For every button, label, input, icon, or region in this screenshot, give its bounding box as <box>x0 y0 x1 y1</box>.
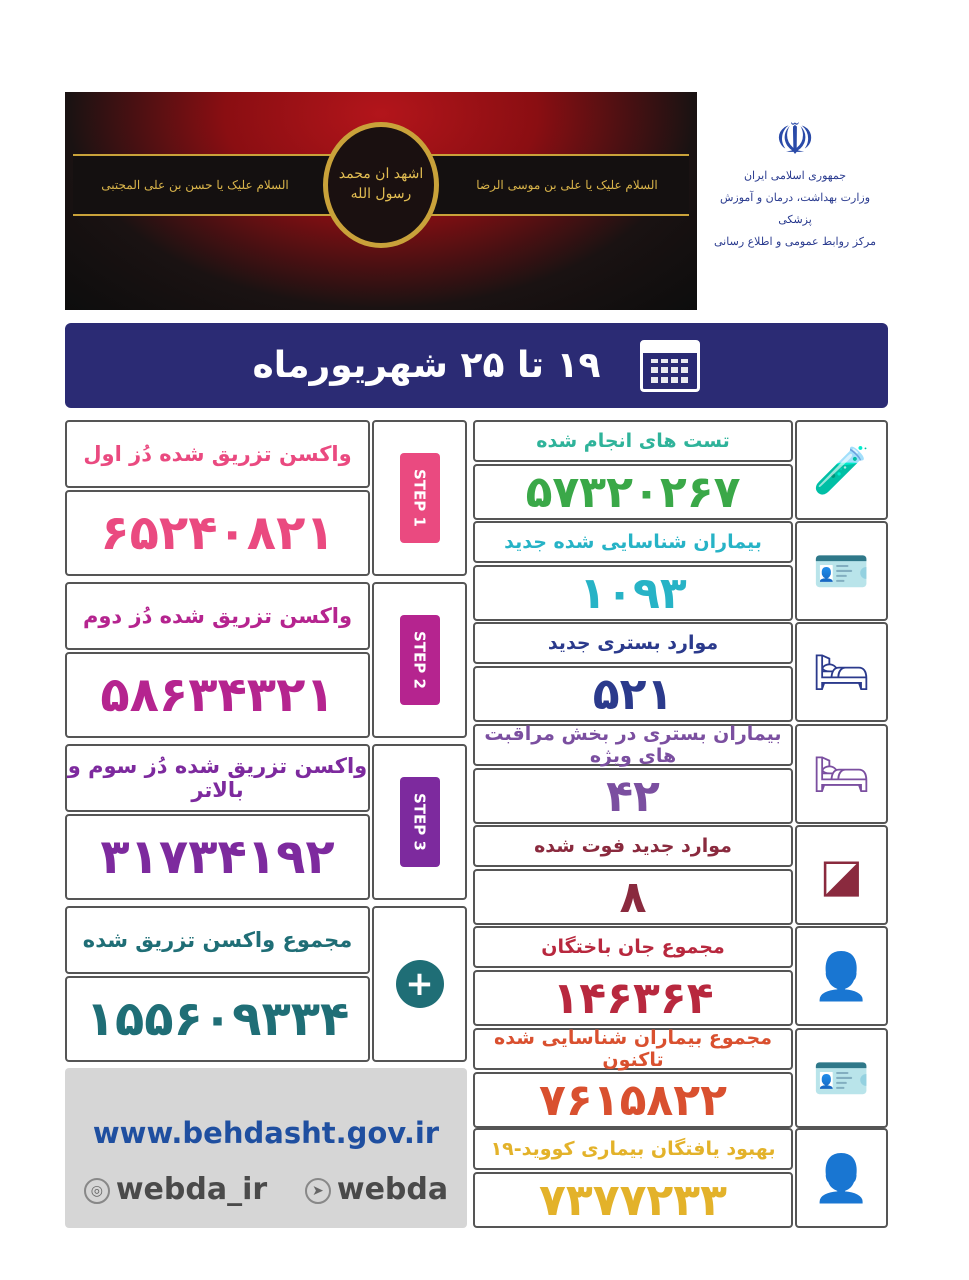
stat-label: موارد جدید فوت شده <box>473 825 793 867</box>
logo-line-3: مرکز روابط عمومی و اطلاع رسانی <box>714 235 876 248</box>
date-range-header <box>65 323 888 408</box>
banner-image <box>65 92 697 310</box>
stat-value: ۱۰۹۳ <box>473 565 793 621</box>
stat-value: ۵۲۱ <box>473 666 793 722</box>
vaccine-label: واکسن تزریق شده دُز اول <box>65 420 370 488</box>
stat-icon-box <box>795 420 888 520</box>
instagram-icon: ◎ <box>84 1178 110 1204</box>
stat-label: بیماران بستری در بخش مراقبت های ویژه <box>473 724 793 766</box>
stat-icon-box <box>795 724 888 824</box>
vaccine-value: ۶۵۲۴۰۸۲۱ <box>65 490 370 576</box>
step-syringe-badge: STEP 2 <box>400 615 440 705</box>
calendar-icon <box>640 340 700 392</box>
test-tubes-icon: 🧪 <box>812 442 871 497</box>
instagram-handle[interactable] <box>84 1172 267 1207</box>
stat-icon-box <box>795 521 888 621</box>
banner-text-right: السلام علیک یا علی بن موسی الرضا <box>476 178 658 192</box>
date-range-title: ۱۹ تا ۲۵ شهریورماه <box>252 345 601 386</box>
banner-text-left: السلام علیک یا حسن بن علی المجتبی <box>101 178 289 192</box>
vaccine-plus-icon: + <box>396 960 444 1008</box>
patient-card-plus-icon: 🪪 <box>812 1050 871 1105</box>
vaccine-label: واکسن تزریق شده دُز دوم <box>65 582 370 650</box>
step-syringe-badge: STEP 3 <box>400 777 440 867</box>
vaccine-label: مجموع واکسن تزریق شده <box>65 906 370 974</box>
step-box <box>372 744 467 900</box>
vaccine-value: ۱۵۵۶۰۹۳۳۴ <box>65 976 370 1062</box>
stat-label: بهبود یافتگان بیماری کووید-۱۹ <box>473 1128 793 1170</box>
step-box <box>372 906 467 1062</box>
deceased-person-icon: 👤 <box>812 948 871 1003</box>
patient-card-check-icon: 🪪 <box>812 543 871 598</box>
stat-value: ۵۷۳۲۰۲۶۷ <box>473 464 793 520</box>
instagram-label: webda_ir <box>115 1172 268 1207</box>
telegram-label: webda <box>336 1172 449 1207</box>
stat-label: موارد بستری جدید <box>473 622 793 664</box>
vaccine-value: ۳۱۷۳۴۱۹۲ <box>65 814 370 900</box>
stat-icon-box <box>795 926 888 1026</box>
stat-icon-box <box>795 1128 888 1228</box>
step-syringe-badge: STEP 1 <box>400 453 440 543</box>
stat-icon-box <box>795 825 888 925</box>
stat-label: بیماران شناسایی شده جدید <box>473 521 793 563</box>
stat-value: ۱۴۶۳۶۴ <box>473 970 793 1026</box>
ministry-logo <box>705 115 885 253</box>
stat-value: ۴۲ <box>473 768 793 824</box>
website-link[interactable]: www.behdasht.gov.ir <box>92 1116 440 1150</box>
hospital-bed-icon: 🛏 <box>812 644 871 699</box>
vaccine-label: واکسن تزریق شده دُز سوم و بالاتر <box>65 744 370 812</box>
step-box <box>372 420 467 576</box>
mourning-ribbon-icon: ◪ <box>819 848 864 902</box>
vaccine-value: ۵۸۶۳۴۳۲۱ <box>65 652 370 738</box>
stat-value: ۸ <box>473 869 793 925</box>
telegram-handle[interactable] <box>305 1172 448 1207</box>
recovered-person-icon: 👤 <box>812 1150 871 1205</box>
stat-icon-box <box>795 622 888 722</box>
calligraphy-medallion: اشهد ان محمد رسول الله <box>323 122 439 248</box>
stat-icon-box <box>795 1028 888 1128</box>
iran-emblem-icon: ☫ <box>775 114 815 165</box>
logo-line-2: وزارت بهداشت، درمان و آموزش پزشکی <box>719 191 871 226</box>
contact-footer <box>65 1068 467 1228</box>
step-box <box>372 582 467 738</box>
telegram-icon: ➤ <box>305 1178 331 1204</box>
stat-label: مجموع بیماران شناسایی شده تاکنون <box>473 1028 793 1070</box>
stat-value: ۷۳۷۷۲۳۳ <box>473 1172 793 1228</box>
icu-bed-icon: 🛏 <box>812 746 871 801</box>
stat-label: تست های انجام شده <box>473 420 793 462</box>
stat-label: مجموع جان باختگان <box>473 926 793 968</box>
logo-line-1: جمهوری اسلامی ایران <box>743 169 847 182</box>
stat-value: ۷۶۱۵۸۲۲ <box>473 1072 793 1128</box>
